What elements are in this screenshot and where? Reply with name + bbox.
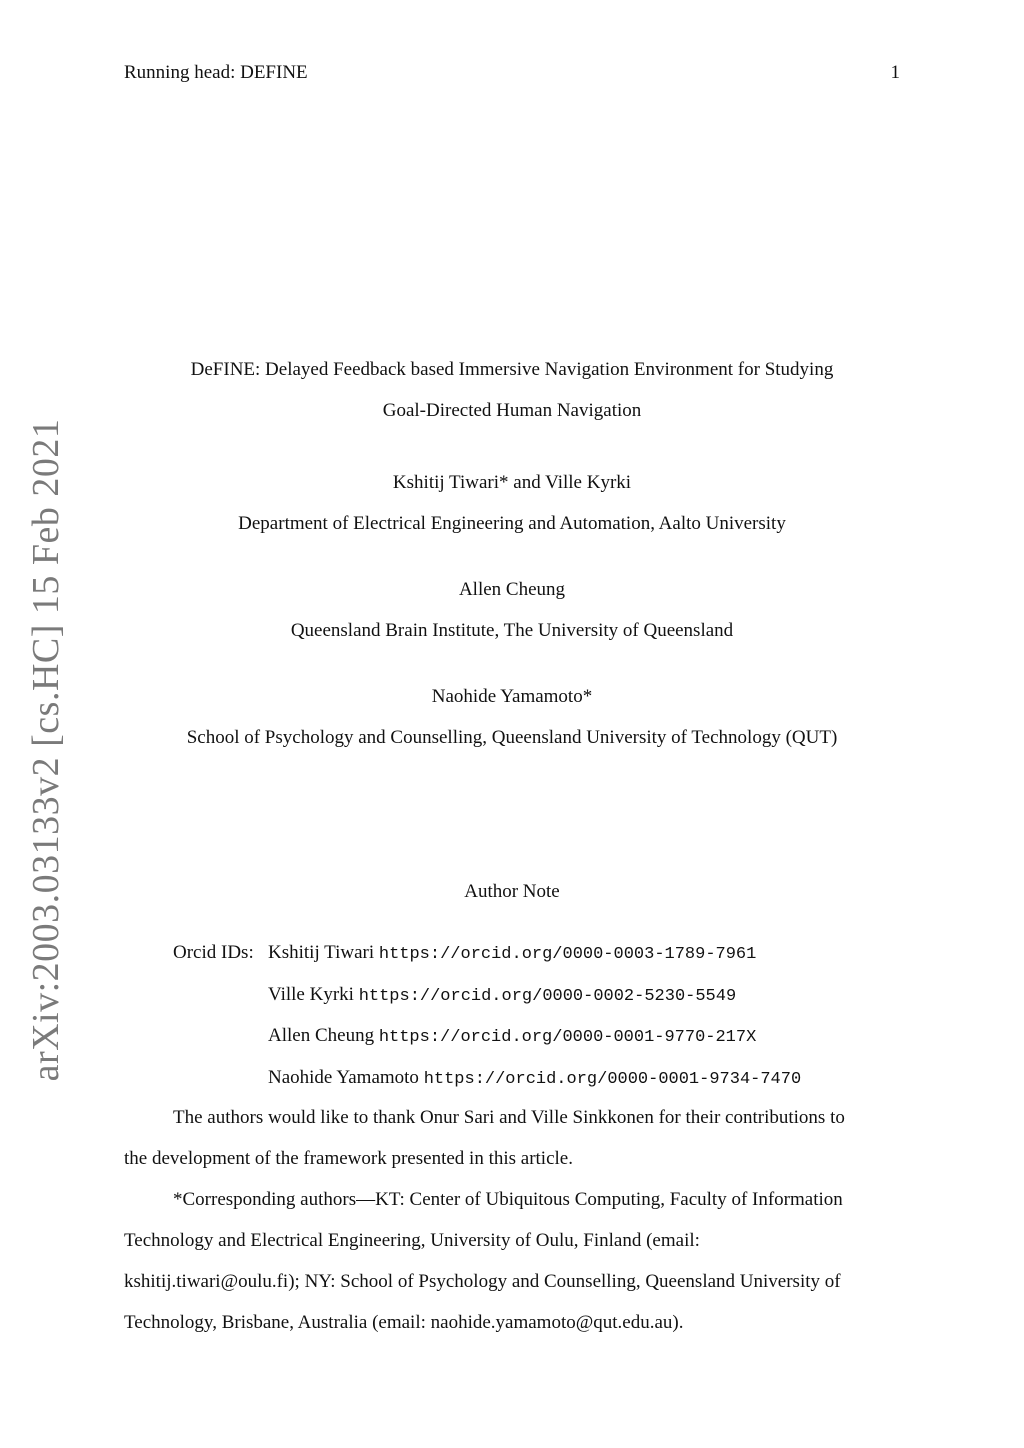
author-names: Allen Cheung [458, 579, 566, 600]
correspondence-line-4: Technology, Brisbane, Australia (email: naohide.yamamoto@qut.edu.au). [124, 1312, 684, 1333]
paper-title-line-2: Goal-Directed Human Navigation [382, 400, 642, 421]
correspondence-line-3: kshitij.tiwari@oulu.fi); NY: School of Psychology and Counselling, Queensland University of [124, 1271, 841, 1292]
arxiv-stamp-text: arXiv:2003.03133v2 [cs.HC] 15 Feb 2021 [25, 418, 67, 1082]
orcid-name: Kshitij Tiwari [268, 942, 375, 963]
author-note-heading: Author Note [464, 881, 560, 902]
orcid-link[interactable]: https://orcid.org/0000-0001-9770-217X [378, 1028, 757, 1047]
orcid-entry [268, 1024, 756, 1050]
orcid-entry [268, 941, 756, 967]
orcid-entry [268, 1066, 801, 1092]
orcid-name: Ville Kyrki [268, 984, 354, 1005]
orcid-entry [268, 983, 736, 1009]
acknowledgement-line-1: The authors would like to thank Onur Sari and Ville Sinkkonen for their contributions to [173, 1107, 845, 1128]
orcid-link[interactable]: https://orcid.org/0000-0003-1789-7961 [378, 945, 757, 964]
correspondence-line-2: Technology and Electrical Engineering, University of Oulu, Finland (email: [124, 1230, 700, 1251]
acknowledgement-line-2: the development of the framework presented in this article. [124, 1148, 573, 1169]
orcid-name: Naohide Yamamoto [268, 1067, 419, 1088]
correspondence-line-1: *Corresponding authors—KT: Center of Ubiquitous Computing, Faculty of Information [173, 1189, 843, 1210]
orcid-name: Allen Cheung [268, 1025, 375, 1046]
orcid-link[interactable]: https://orcid.org/0000-0002-5230-5549 [358, 987, 737, 1006]
page-number: 1 [890, 62, 900, 83]
author-names: Kshitij Tiwari* and Ville Kyrki [392, 472, 632, 493]
paper-title-line-1: DeFINE: Delayed Feedback based Immersive Navigation Environment for Studying [190, 359, 834, 380]
author-names: Naohide Yamamoto* [431, 686, 593, 707]
author-affiliation: Queensland Brain Institute, The University of Queensland [290, 620, 734, 641]
orcid-label: Orcid IDs: [173, 942, 254, 963]
running-head: Running head: DEFINE [124, 62, 308, 83]
orcid-link[interactable]: https://orcid.org/0000-0001-9734-7470 [423, 1070, 802, 1089]
author-affiliation: Department of Electrical Engineering and Automation, Aalto University [238, 513, 786, 534]
author-affiliation: School of Psychology and Counselling, Queensland University of Technology (QUT) [186, 727, 838, 748]
